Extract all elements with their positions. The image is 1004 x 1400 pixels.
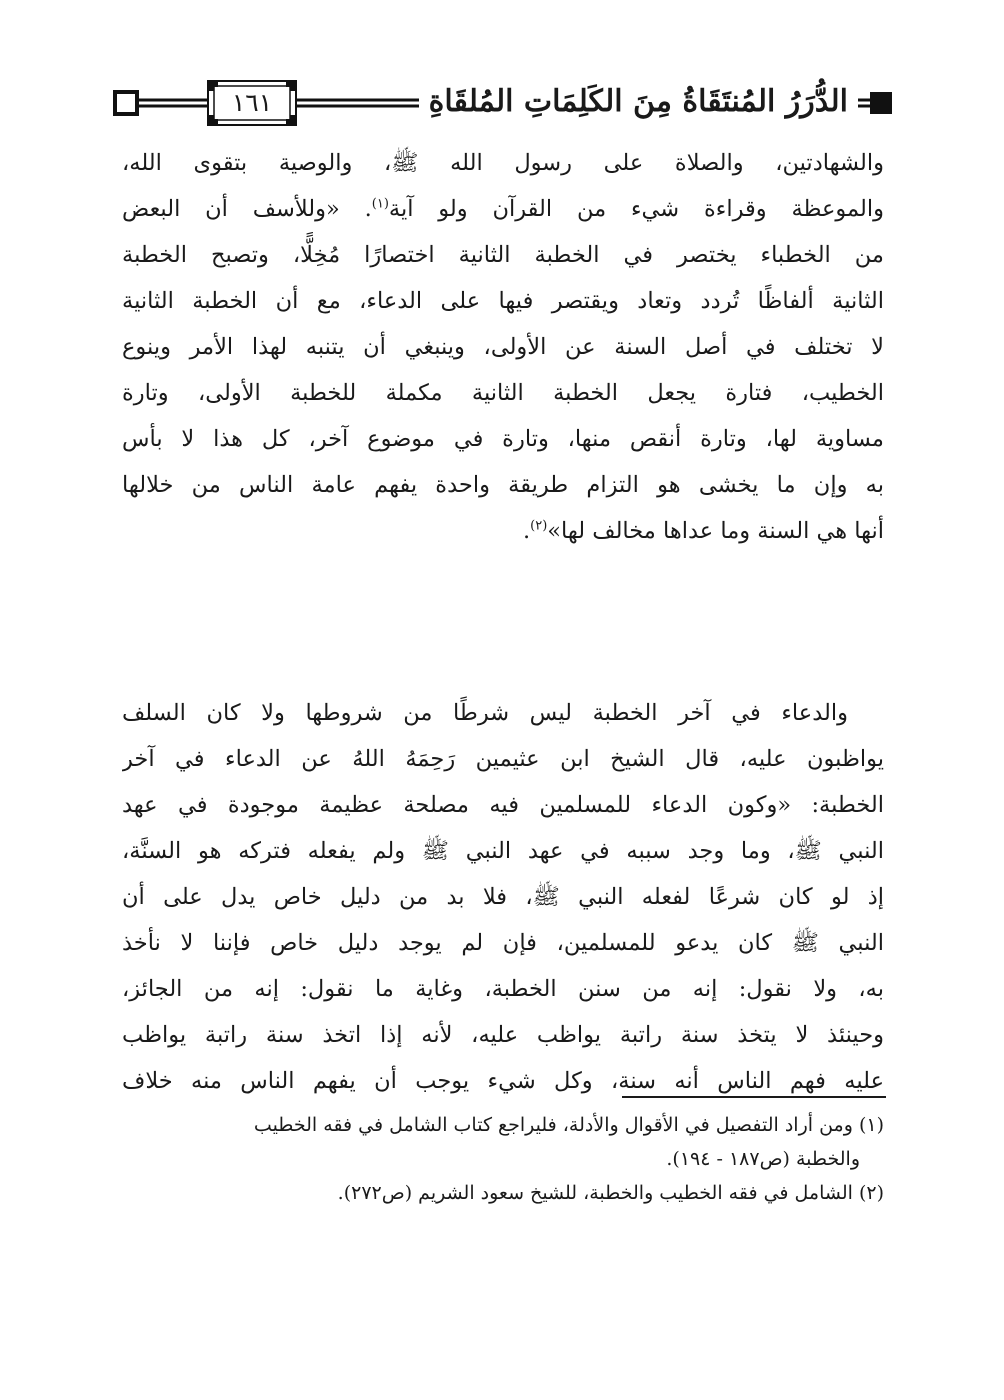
footnote-separator [622, 1096, 886, 1098]
footnote-line: (١) ومن أراد التفصيل في الأقوال والأدلة، فليراجع كتاب الشامل في فقه الخطيب [253, 1114, 884, 1136]
footnotes [122, 1108, 884, 1210]
text-segment: والموعظة وقراءة شيء من القرآن ولو آية [388, 196, 884, 222]
page-number: ١٦١ [216, 87, 288, 119]
paragraph-2 [122, 690, 884, 1104]
footnote-marker: (٢) [530, 518, 548, 534]
page-header [112, 78, 892, 128]
text-line: وحينئذ لا يتخذ سنة راتبة يواظب عليه، لأنه إذا اتخذ سنة راتبة يواظب [122, 1022, 884, 1048]
text-line [122, 186, 884, 232]
footnote-marker: (١) [371, 196, 389, 212]
text-line: عليه فهم الناس أنه سنة، وكل شيء يوجب أن يفهم الناس منه خلاف [122, 1068, 884, 1094]
text-line: النبي ﷺ كان يدعو للمسلمين، فإن لم يوجد دليل خاص فإننا لا نأخذ [122, 930, 884, 956]
text-line: مساوية لها، وتارة أنقص منها، وتارة في موضوع آخر، كل هذا لا بأس [122, 426, 884, 452]
text-line: به، ولا نقول: إنه من سنن الخطبة، وغاية ما نقول: إنه من الجائز، [122, 976, 884, 1002]
text-line: الثانية ألفاظًا تُردد وتعاد ويقتصر فيها على الدعاء، مع أن الخطبة الثانية [122, 288, 884, 314]
text-line: والشهادتين، والصلاة على رسول الله ﷺ، والوصية بتقوى الله، [122, 150, 884, 176]
text-line: الخطيب، فتارة يجعل الخطبة الثانية مكملة للخطبة الأولى، وتارة [122, 380, 884, 406]
footnote-1 [122, 1108, 884, 1176]
text-segment: . [522, 518, 531, 544]
text-line: الخطبة: «وكون الدعاء للمسلمين فيه مصلحة عظيمة موجودة في عهد [122, 792, 884, 818]
text-segment: . «وللأسف أن البعض [122, 196, 372, 222]
footnote-2: (٢) الشامل في فقه الخطيب والخطبة، للشيخ سعود الشريم (ص٢٧٢). [337, 1182, 884, 1204]
text-segment: أنها هي السنة وما عداها مخالف لها» [547, 518, 884, 544]
text-line: من الخطباء يختصر في الخطبة الثانية اختصارًا مُخِلًّا، وتصبح الخطبة [122, 242, 884, 268]
text-line: يواظبون عليه، قال الشيخ ابن عثيمين رَحِمَهُ اللهُ عن الدعاء في آخر [122, 746, 884, 772]
text-line: لا تختلف في أصل السنة عن الأولى، وينبغي أن يتنبه لهذا الأمر وينوع [122, 334, 884, 360]
paragraph-1 [122, 140, 884, 554]
footnote-line: والخطبة (ص١٨٧ - ١٩٤). [666, 1148, 860, 1170]
text-line: إذ لو كان شرعًا لفعله النبي ﷺ، فلا بد من دليل خاص يدل على أن [122, 884, 884, 910]
text-line: النبي ﷺ، وما وجد سببه في عهد النبي ﷺ ولم يفعله فتركه هو السنَّة، [122, 838, 884, 864]
text-line [122, 508, 884, 554]
text-line: والدعاء في آخر الخطبة ليس شرطًا من شروطها ولا كان السلف [122, 700, 848, 726]
running-title: الدُّرَرُ المُنتَقَاةُ مِنَ الكَلِمَاتِ المُلقَاةِ [419, 82, 858, 122]
text-line: به وإن ما يخشى هو التزام طريقة واحدة يفهم عامة الناس من خلالها [122, 472, 884, 498]
